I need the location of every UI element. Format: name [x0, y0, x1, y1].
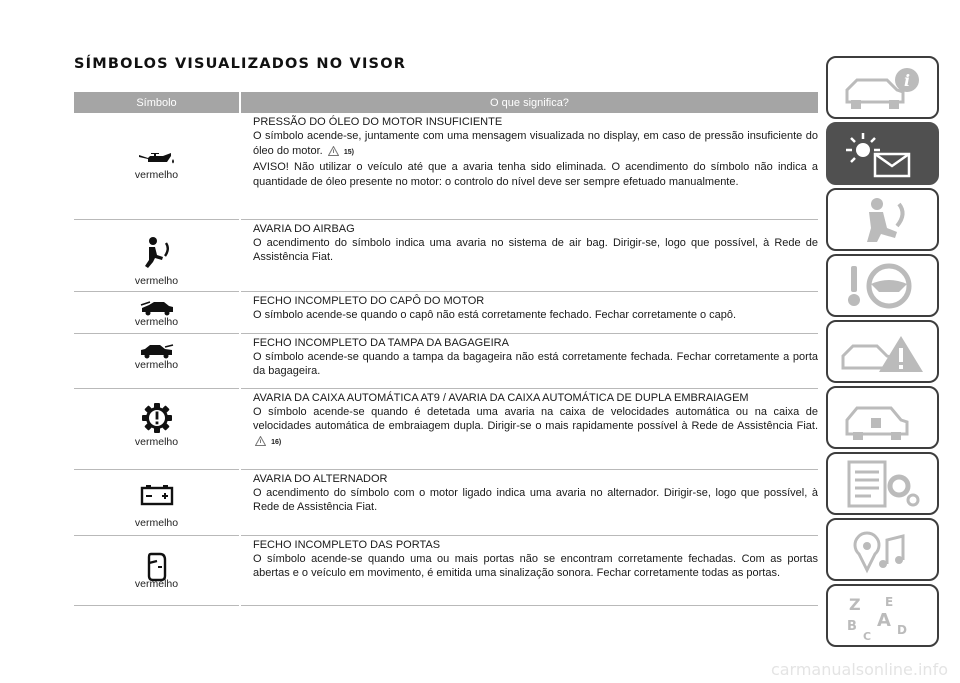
svg-text:D: D — [896, 622, 907, 637]
page-title: SÍMBOLOS VISUALIZADOS NO VISOR — [74, 56, 407, 72]
row-heading: FECHO INCOMPLETO DAS PORTAS — [253, 538, 441, 551]
steering-wheel-key-icon — [837, 260, 929, 312]
table-row — [74, 219, 818, 291]
color-label: vermelho — [134, 577, 179, 590]
table-row — [74, 291, 818, 333]
row-description: O acendimento do símbolo com o motor ligado indica uma avaria no alternador. Dirigir-se, logo que possível, à Rede de Assistência Fiat. — [253, 486, 818, 514]
tab-index[interactable] — [826, 584, 939, 647]
table-row — [74, 388, 818, 469]
svg-text:C: C — [862, 629, 871, 642]
table-row — [74, 333, 818, 388]
svg-text:A: A — [876, 609, 891, 631]
row-description: O símbolo acende-se quando uma ou mais portas não se encontram corretamente fechadas. Com as portas abertas e o veículo em movimento, é emitida uma sinalização sonora. Fechar corretamente todas as portas. — [253, 552, 818, 580]
warning-light-message-icon — [837, 128, 929, 180]
row-heading: AVARIA DO ALTERNADOR — [253, 472, 388, 485]
seat-belt-safety-icon — [837, 194, 929, 246]
technical-data-icon — [837, 458, 929, 510]
row-heading: AVARIA DA CAIXA AUTOMÁTICA AT9 / AVARIA DA CAIXA AUTOMÁTICA DE DUPLA EMBRAIAGEM — [253, 391, 749, 404]
table-row — [74, 535, 818, 605]
breakdown-warning-icon — [837, 326, 929, 378]
side-navigation — [826, 56, 942, 650]
battery-icon — [140, 484, 174, 506]
car-trunk-open-icon — [140, 344, 174, 359]
row-description: O símbolo acende-se quando o capô não está corretamente fechado. Fechar corretamente o capô. — [253, 308, 737, 321]
color-label: vermelho — [134, 435, 179, 448]
watermark: carmanualsonline.info — [770, 660, 948, 679]
tab-maintenance[interactable] — [826, 386, 939, 449]
alphabetical-index-icon — [837, 590, 929, 642]
tab-starting-driving[interactable] — [826, 254, 939, 317]
column-header-symbol: Símbolo — [74, 92, 240, 113]
oil-can-icon — [136, 149, 178, 169]
color-label: vermelho — [134, 169, 179, 181]
column-header-meaning: O que significa? — [240, 92, 818, 113]
color-label: vermelho — [134, 516, 179, 529]
footnote-ref: 16) — [271, 438, 282, 446]
color-label: vermelho — [134, 315, 179, 328]
tab-safety[interactable] — [826, 188, 939, 251]
tab-warning-lights[interactable] — [826, 122, 939, 185]
footnote-ref: 15) — [343, 148, 354, 156]
warning-triangle-icon — [255, 436, 266, 446]
symbols-table — [74, 92, 818, 606]
row-description: O símbolo acende-se quando a tampa da bagageira não está corretamente fechada. Fechar corretamente a porta da bagageira. — [253, 350, 818, 378]
table-row — [74, 113, 818, 219]
gearbox-warning-icon — [141, 402, 173, 434]
svg-text:Z: Z — [848, 594, 861, 614]
svg-text:i: i — [903, 70, 910, 90]
row-heading: AVARIA DO AIRBAG — [253, 222, 355, 235]
color-label: vermelho — [134, 358, 179, 371]
row-heading: PRESSÃO DO ÓLEO DO MOTOR INSUFICIENTE — [253, 116, 503, 128]
tab-multimedia[interactable] — [826, 518, 939, 581]
color-label: vermelho — [134, 274, 179, 287]
row-warning-text: AVISO! Não utilizar o veículo até que a avaria tenha sido eliminada. O acendimento do símbolo não indica a quantidade de óleo presente no motor: o controlo do nível deve ser sempre efetuado manualmente. — [253, 161, 818, 188]
svg-text:B: B — [846, 618, 857, 634]
row-description: O acendimento do símbolo indica uma avaria no sistema de air bag. Dirigir-se, logo que possível, à Rede de Assistência Fiat. — [253, 236, 818, 264]
tab-car-info[interactable] — [826, 56, 939, 119]
row-description: O símbolo acende-se quando é detetada uma avaria na caixa de velocidades automática ou na caixa de velocidades automática de embraiagem dupla. Dirigir-se o mais rapidamente possível à Rede de Assistência Fiat. — [253, 405, 818, 433]
car-info-icon — [837, 62, 929, 114]
airbag-icon — [140, 235, 174, 269]
car-service-icon — [837, 392, 929, 444]
multimedia-icon — [837, 524, 929, 576]
car-hood-open-icon — [140, 301, 174, 316]
tab-technical-data[interactable] — [826, 452, 939, 515]
table-row — [74, 469, 818, 535]
svg-text:E: E — [884, 594, 893, 609]
tab-emergency[interactable] — [826, 320, 939, 383]
warning-triangle-icon — [328, 146, 339, 156]
table-header-row — [74, 92, 818, 113]
row-heading: FECHO INCOMPLETO DO CAPÔ DO MOTOR — [253, 294, 485, 307]
row-description: O símbolo acende-se, juntamente com uma mensagem visualizada no display, em caso de pressão insuficiente do óleo do motor. — [253, 130, 818, 157]
row-heading: FECHO INCOMPLETO DA TAMPA DA BAGAGEIRA — [253, 336, 509, 349]
